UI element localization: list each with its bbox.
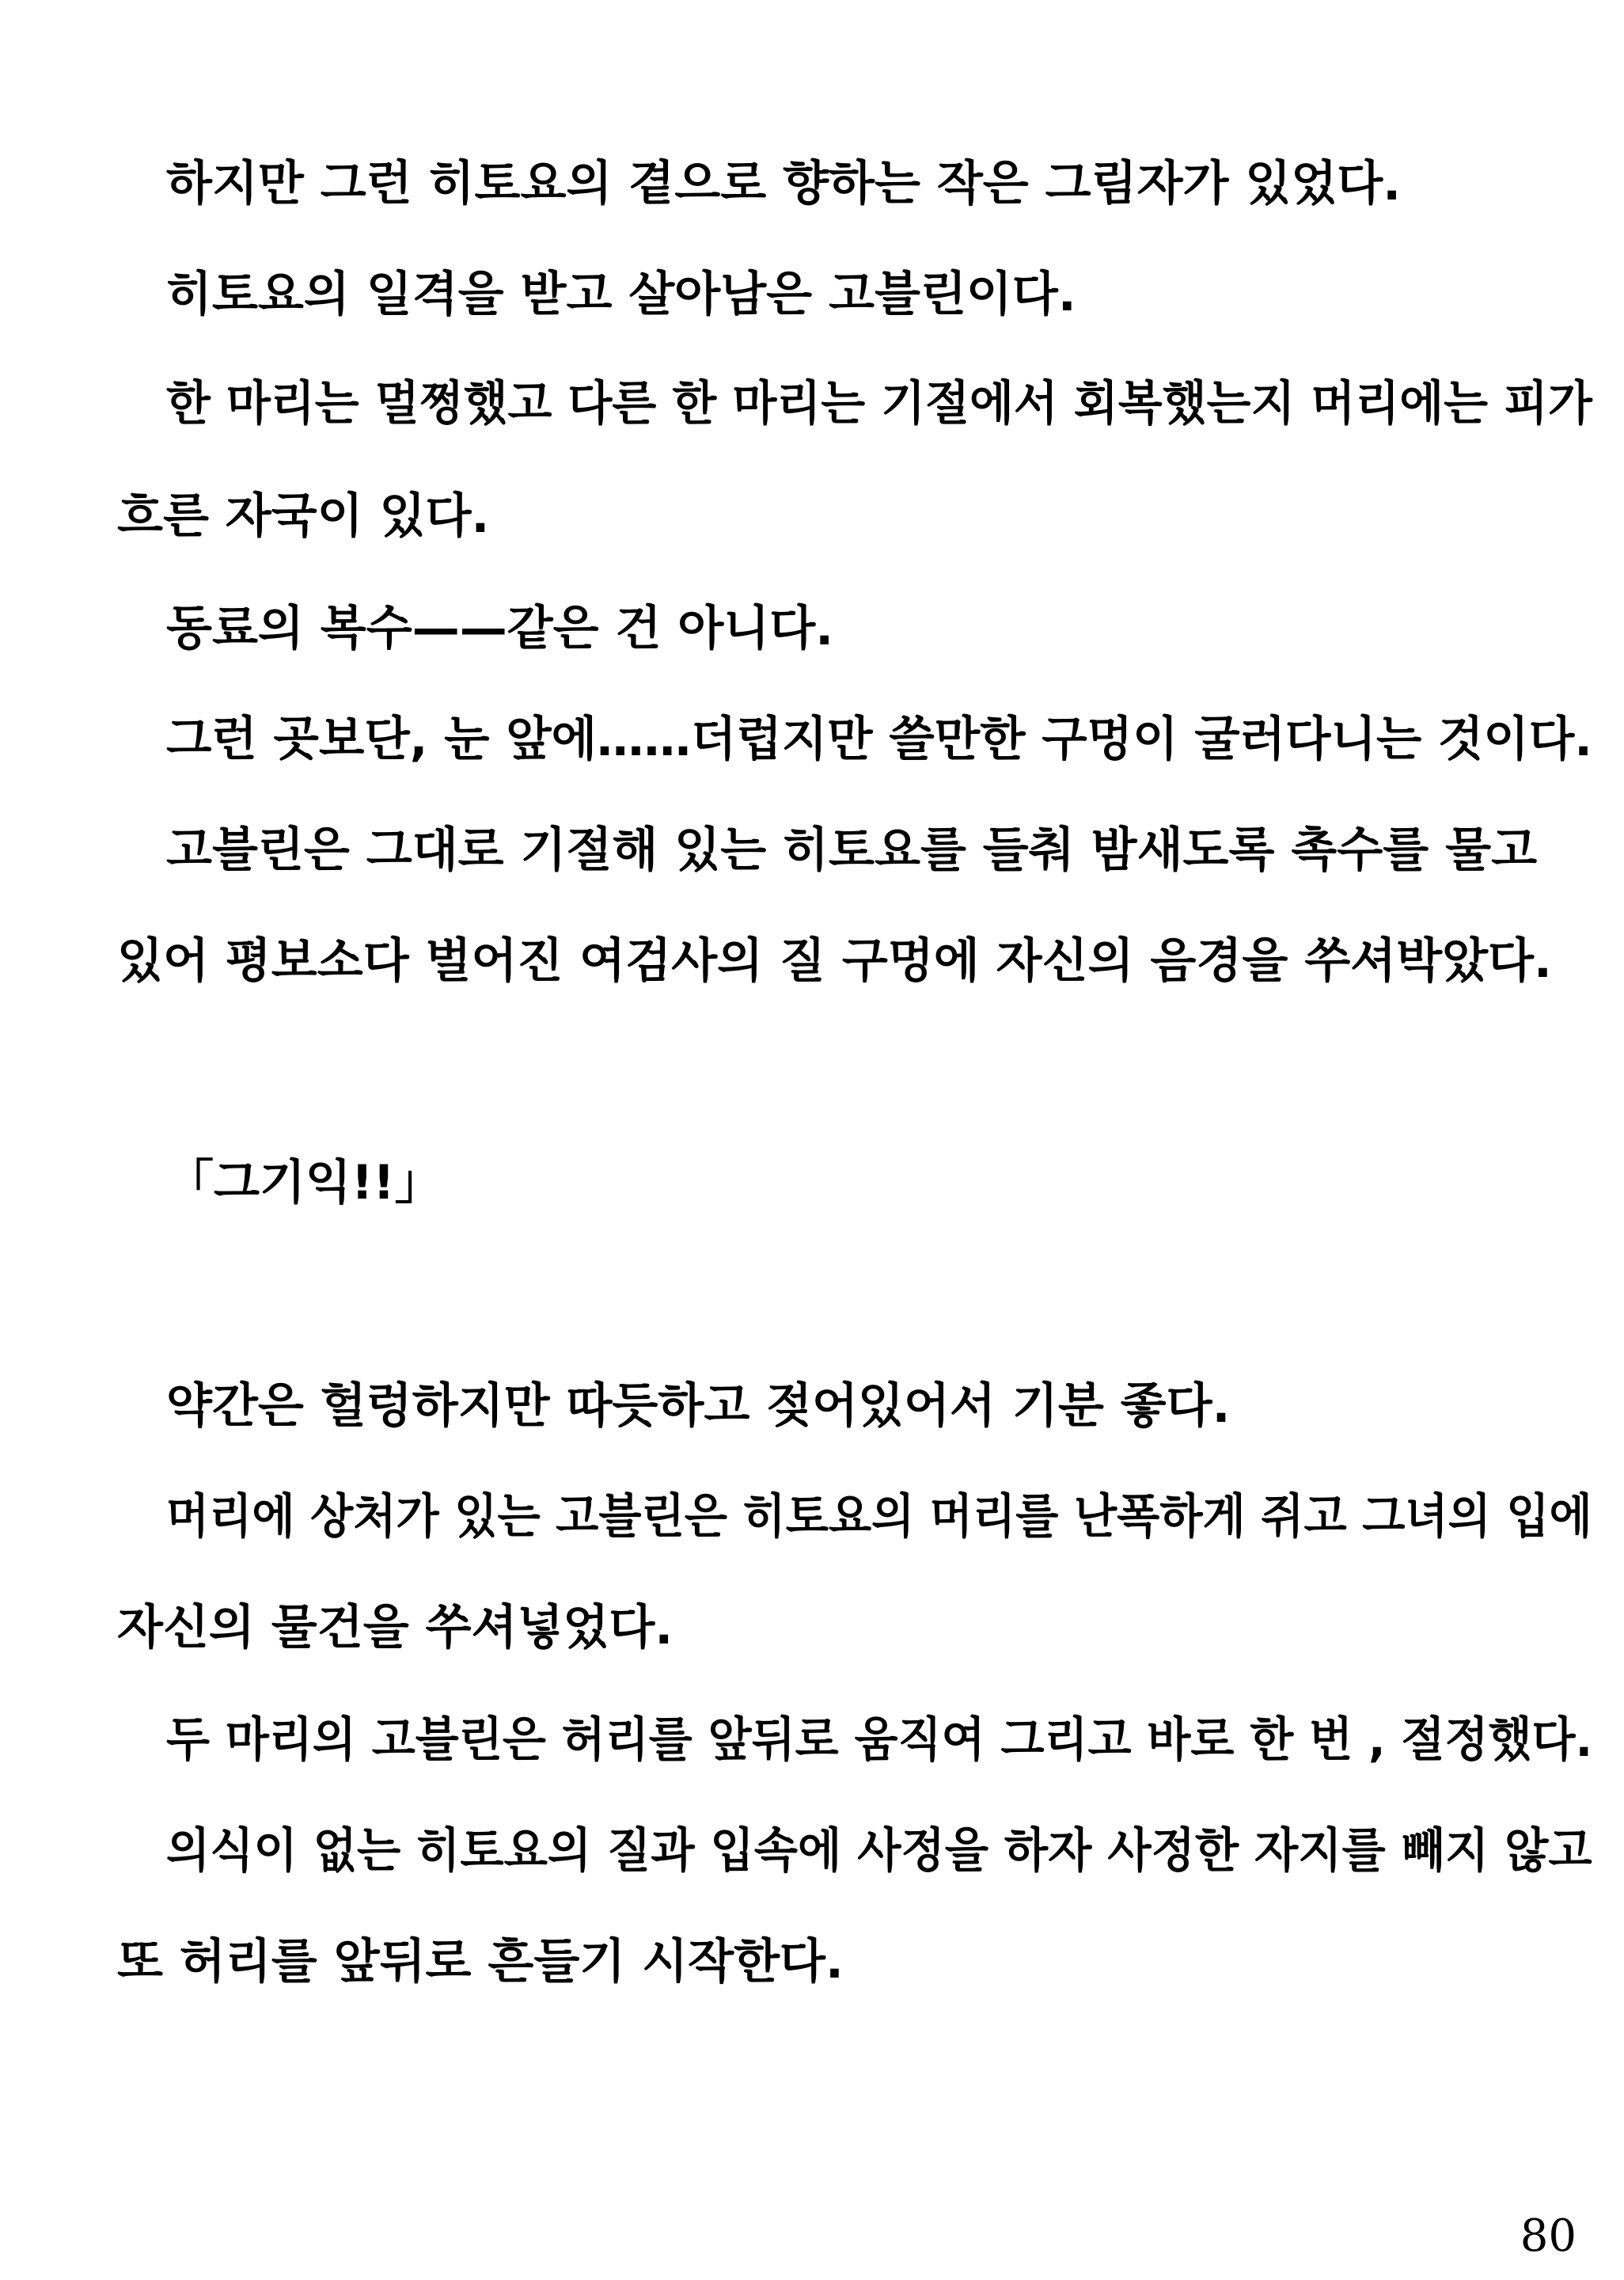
text-line-15: 또 허리를 앞뒤로 흔들기 시작한다. [117,1934,844,1989]
text-line-2: 히토요의 일격을 받고 살아남은 고블린이다. [166,267,1076,322]
text-line-13: 두 마리의 고블린은 허리를 앞뒤로 움직여 그리고 바로 한 번 , 절정했다. [166,1712,1593,1768]
text-line-6: 그런 곳보단, 눈 앞에……더럽지만 쓸만한 구멍이 굴러다니는 것이다. [166,712,1592,767]
text-line-14: 의식이 없는 히토요의 질과 입속에 사정을 하자 사정한 자지를 빼지 않고 [166,1823,1592,1879]
text-line-4: 흐른 자국이 있다. [117,488,490,544]
text-line-3: 한 마리는 멀쩡했고 다른 한 마리는 기절에서 회복했는지 머리에는 피가 [166,376,1592,431]
page-number: 80 [1520,2210,1577,2262]
text-line-12: 자신의 물건을 쑤셔넣었다. [117,1600,674,1655]
text-line-7: 고블린은 그대로 기절해 있는 히토요를 들춰 밤새도록 촉수를 물고 [166,823,1538,878]
text-line-10: 약간은 헐렁하지만 따듯하고 젖어있어서 기분 좋다. [166,1378,1231,1434]
text-line-8: 있어 평보소다 벌어진 여검사의 질 구멍에 자신의 음경을 쑤셔박았다. [117,933,1552,989]
dialogue-line: 「그기익!!」 [166,1155,442,1210]
text-line-1: 하지만 그런 히토요의 곁으로 향하는 작은 그림자가 있었다. [166,156,1402,211]
text-line-11: 머리에 상처가 있는 고블린은 히토요의 머리를 난폭하게 쥐고 그녀의 입에 [166,1489,1592,1545]
text-line-5: 동료의 복수——같은 건 아니다. [166,601,834,656]
